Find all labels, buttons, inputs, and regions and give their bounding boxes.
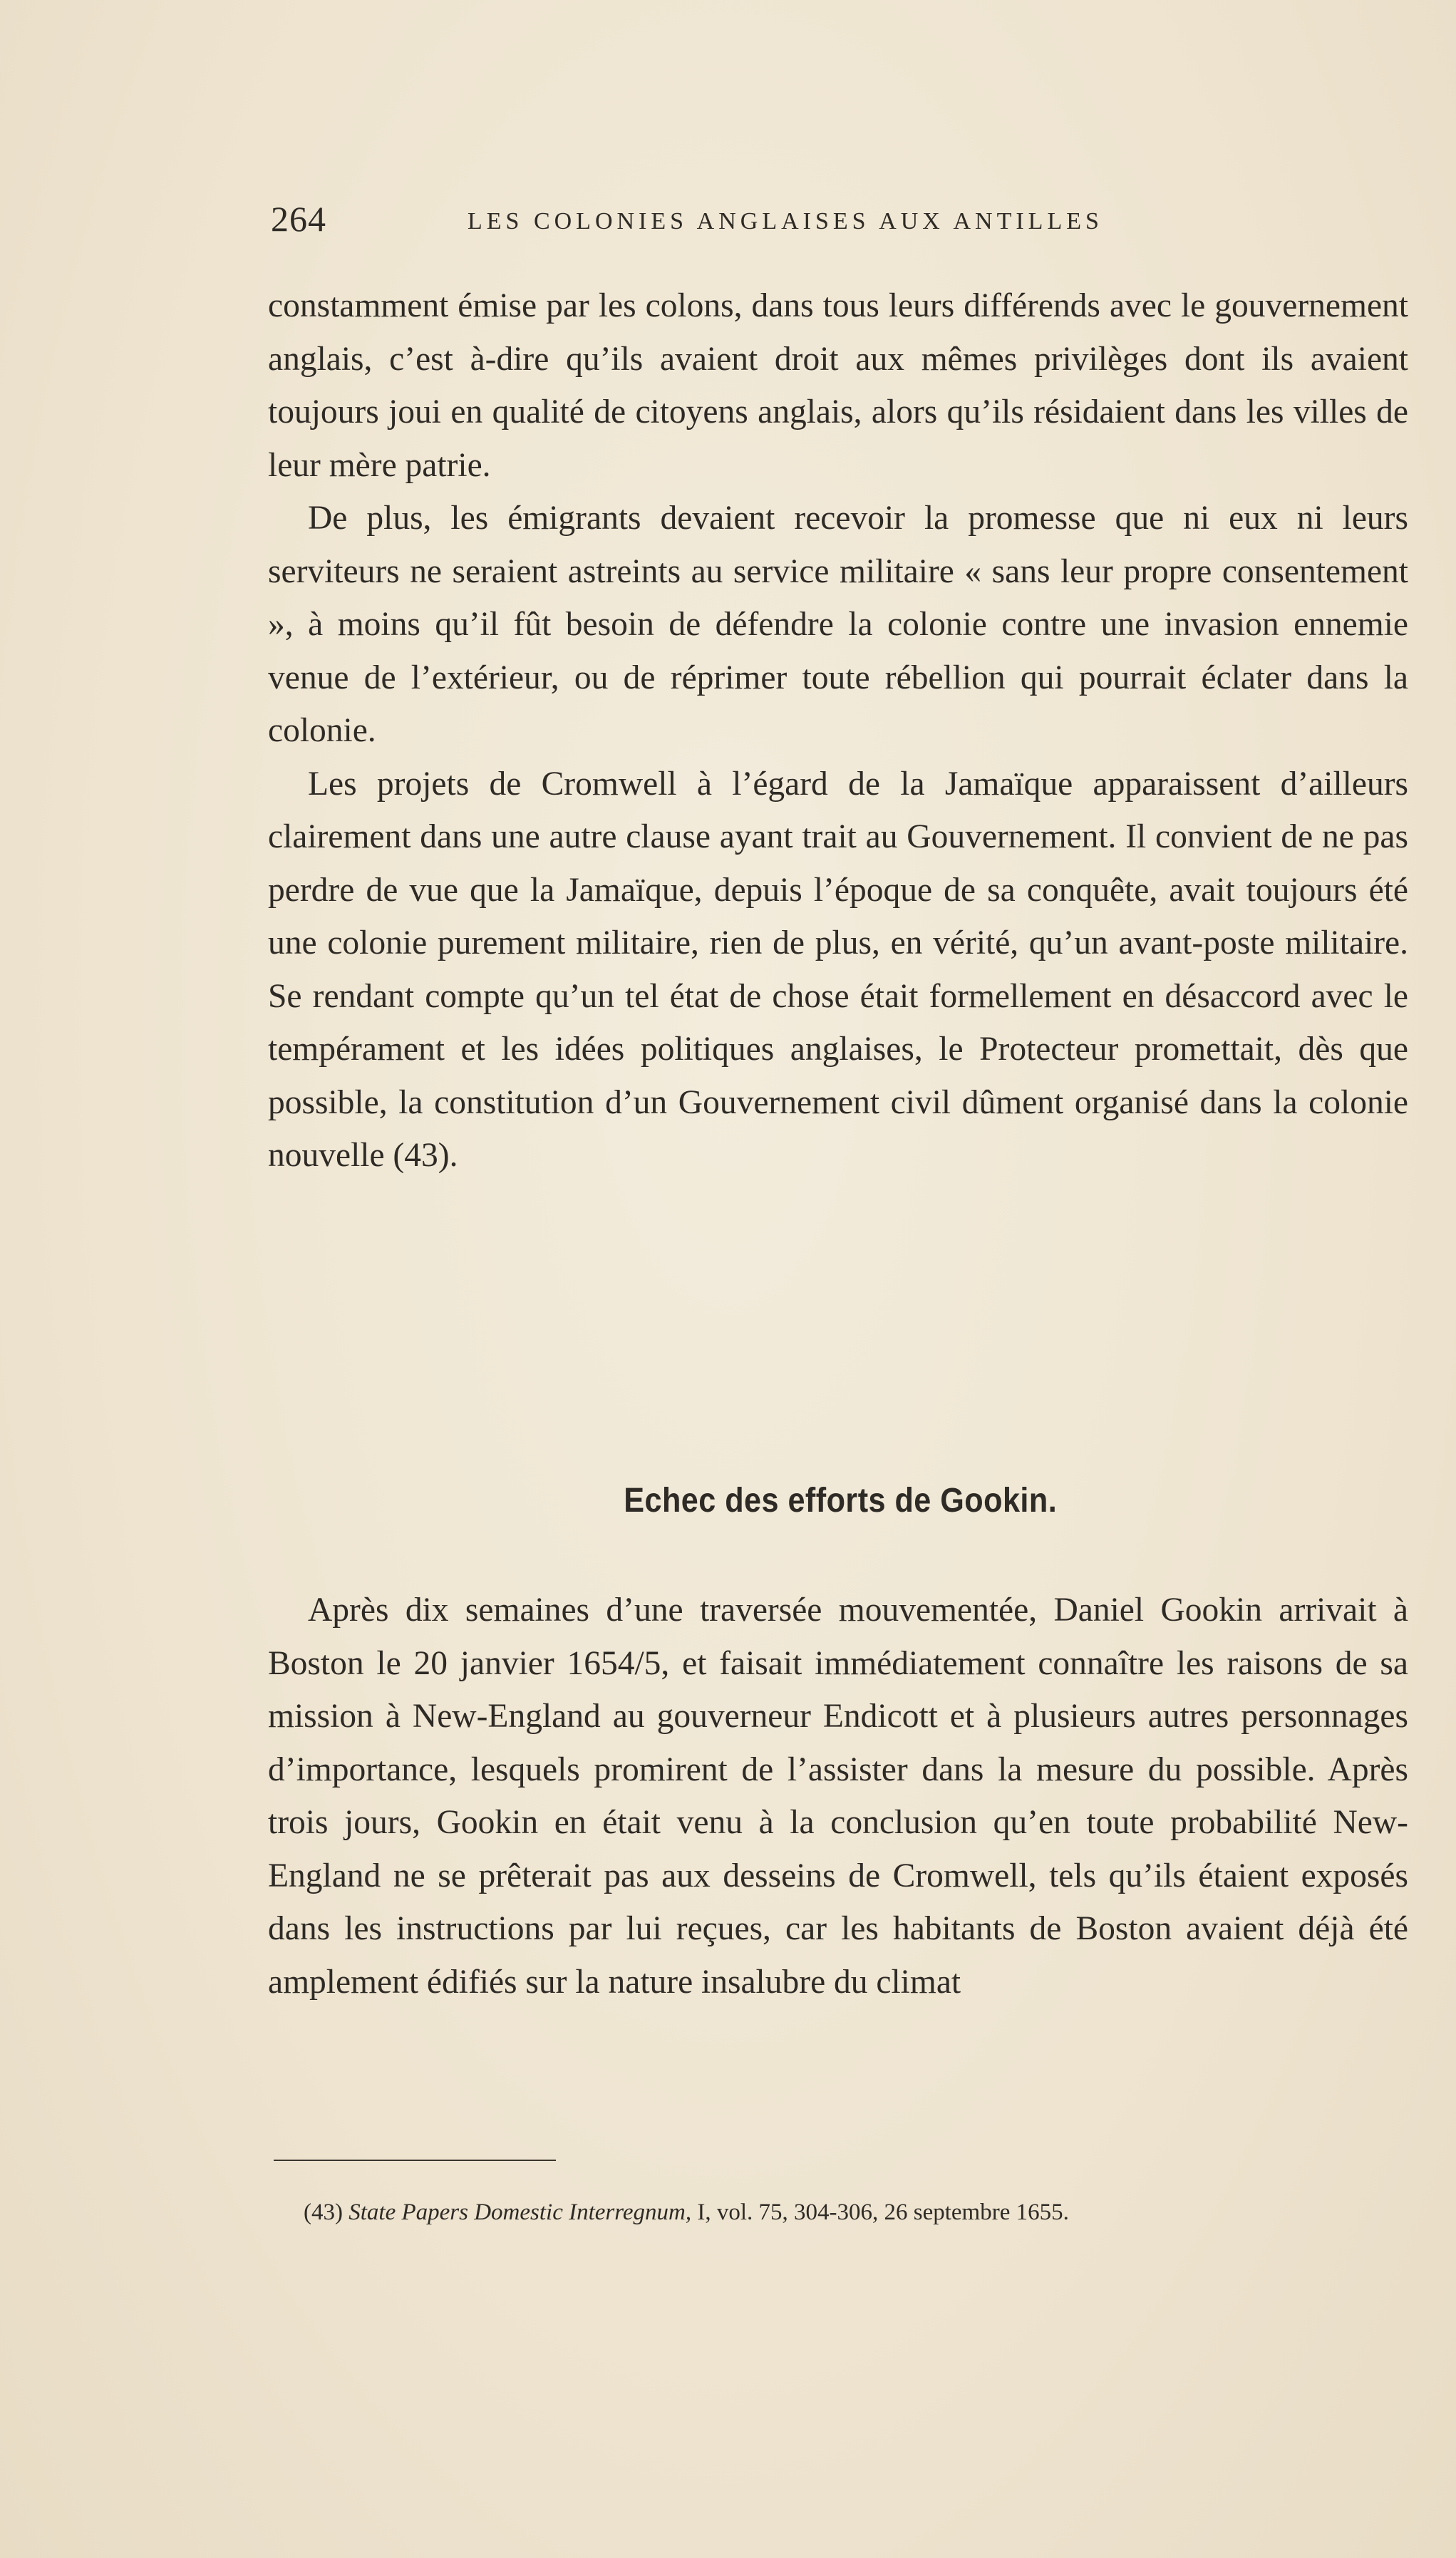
running-head bbox=[271, 198, 1226, 248]
footnote-divider bbox=[274, 2160, 556, 2161]
paragraph-continuation: constamment émise par les colons, dans tous leurs différends avec le gouvernement anglais, c’est à-dire qu’ils avaient droit aux mêmes privilèges dont ils avaient toujours joui en qualité de citoyens anglais, alors qu’ils résidaient dans les villes de leur mère patrie. bbox=[268, 287, 1408, 484]
footnote-marker: (43) bbox=[304, 2199, 343, 2225]
body-text-before-heading bbox=[268, 279, 1408, 1182]
running-head-title: LES COLONIES ANGLAISES AUX ANTILLES bbox=[468, 208, 1103, 234]
section-heading: Echec des efforts de Gookin. bbox=[624, 1482, 1058, 1520]
footnote-source-title: State Papers Domestic Interregnum, bbox=[348, 2199, 692, 2225]
page-number: 264 bbox=[271, 199, 326, 239]
paragraph-gookin-arrival: Après dix semaines d’une traversée mouvementée, Daniel Gookin arrivait à Boston le 20 janvier 1654/5, et faisait immédiatement connaître les raisons de sa mission à New-England au gouverneur Endicott et à plusieurs autres personnages d’importance, lesquels promirent de l’assister dans la mesure du possible. Après trois jours, Gookin en était venu à la conclusion qu’en toute probabilité New-England ne se prêterait pas aux desseins de Cromwell, tels qu’ils étaient exposés dans les instructions par lui reçues, car les habitants de Boston avaient déjà été amplement édifiés sur la nature insalubre du climat bbox=[268, 1592, 1408, 2001]
paragraph-emigrants: De plus, les émigrants devaient recevoir la promesse que ni eux ni leurs serviteurs ne seraient astreints au service militaire « sans leur propre consentement », à moins qu’il fût besoin de défendre la colonie contre une invasion ennemie venue de l’extérieur, ou de réprimer toute rébellion qui pourrait éclater dans la colonie. bbox=[268, 500, 1408, 749]
paragraph-cromwell-projects: Les projets de Cromwell à l’égard de la Jamaïque apparaissent d’ailleurs clairement dans une autre clause ayant trait au Gouvernement. Il convient de ne pas perdre de vue que la Jamaïque, depuis l’époque de sa conquête, avait toujours été une colonie purement militaire, rien de plus, en vérité, qu’un avant-poste militaire. Se rendant compte qu’un tel état de chose était formellement en désaccord avec le tempérament et les idées politiques anglaises, le Protecteur promettait, dès que possible, la constitution d’un Gouvernement civil dûment organisé dans la colonie nouvelle (43). bbox=[268, 765, 1408, 1174]
footnote-43 bbox=[304, 2197, 1415, 2228]
footnote-reference: I, vol. 75, 304-306, 26 septembre 1655. bbox=[697, 2199, 1069, 2225]
body-text-after-heading bbox=[268, 1584, 1408, 2008]
